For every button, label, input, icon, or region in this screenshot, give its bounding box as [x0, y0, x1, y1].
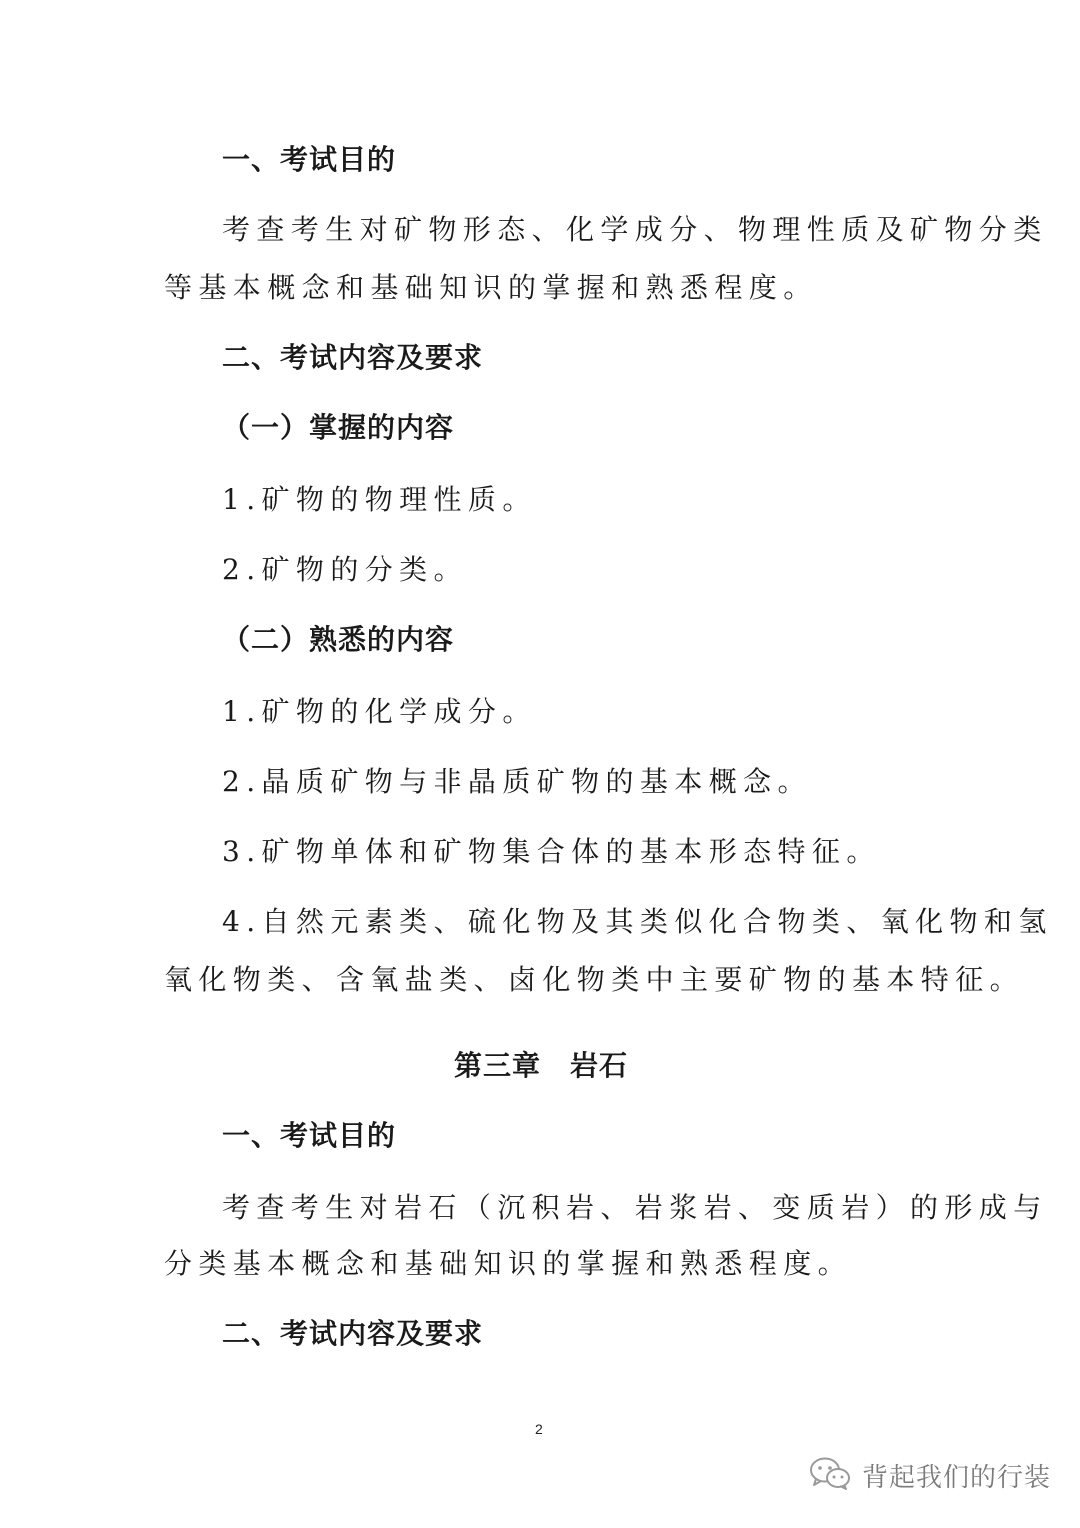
paragraph-line: 分类基本概念和基础知识的掌握和熟悉程度。	[164, 1247, 853, 1280]
list-item: 1.矿物的化学成分。	[222, 695, 537, 728]
paragraph-line: 考查考生对矿物形态、化学成分、物理性质及矿物分类	[222, 213, 1048, 246]
paragraph-line: 考查考生对岩石（沉积岩、岩浆岩、变质岩）的形成与	[222, 1191, 1048, 1224]
subheading-master: （一）掌握的内容	[222, 411, 455, 444]
paragraph-line: 等基本概念和基础知识的掌握和熟悉程度。	[164, 271, 818, 304]
list-item: 3.矿物单体和矿物集合体的基本形态特征。	[222, 835, 881, 868]
list-item: 2.晶质矿物与非晶质矿物的基本概念。	[222, 765, 812, 798]
watermark	[808, 1455, 1051, 1495]
section-heading-exam-goal: 一、考试目的	[222, 143, 397, 176]
chapter-title: 第三章 岩石	[454, 1049, 629, 1082]
wechat-icon	[808, 1455, 852, 1496]
list-item-continuation: 氧化物类、含氧盐类、卤化物类中主要矿物的基本特征。	[164, 963, 1025, 996]
list-item: 1.矿物的物理性质。	[222, 483, 537, 516]
list-item: 2.矿物的分类。	[222, 553, 468, 586]
list-item: 4.自然元素类、硫化物及其类似化合物类、氧化物和氢	[222, 905, 1053, 938]
watermark-text: 背起我们的行装	[862, 1462, 1052, 1493]
subheading-familiar: （二）熟悉的内容	[222, 623, 455, 656]
section-heading-exam-goal: 一、考试目的	[222, 1119, 397, 1152]
page-number: 2	[535, 1421, 543, 1437]
section-heading-exam-content: 二、考试内容及要求	[222, 1317, 484, 1350]
section-heading-exam-content: 二、考试内容及要求	[222, 341, 484, 374]
